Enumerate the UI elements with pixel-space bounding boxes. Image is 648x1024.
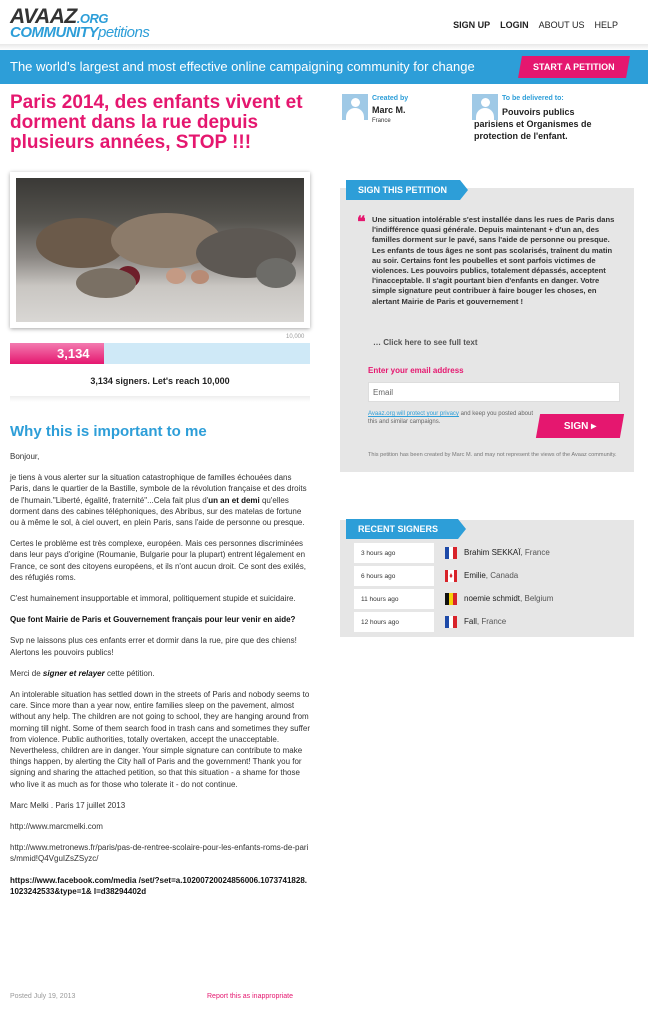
- body-paragraph: An intolerable situation has settled down in the streets of Paris and nobody seems to care. Since more than a year now, entire families sleep on the pavement, almost without any help. The children are not going to school, they are hanging around from morning till night. Some of them search food in trash cans and sometimes they suffer from violence. Public authorities, totally overtaken, accept the unacceptable. Nevertheless, children are in danger. Your simple signature can contribute to make things happen, by alerting the City hall of Paris and the government! Thank you for signing and sharing the attached petition, so that this situation - a shame for those who live it as much as for those who tolerate it - do not continue.: [10, 690, 310, 789]
- petition-disclaimer: This petition has been created by Marc M. and may not represent the views of the Avaaz community.: [368, 452, 617, 458]
- signer-name: Brahim SEKKAÏ, France: [464, 548, 550, 557]
- signer-time: 3 hours ago: [354, 543, 434, 563]
- canada-flag-icon: [445, 570, 457, 582]
- avaaz-logo[interactable]: [10, 6, 149, 40]
- signer-name: Fall, France: [464, 617, 507, 626]
- nav-login[interactable]: LOGIN: [500, 20, 529, 30]
- progress-goal-label: 10,000: [286, 334, 305, 340]
- france-flag-icon: [445, 547, 457, 559]
- top-nav: [453, 20, 618, 30]
- logo-community: COMMUNITY: [10, 24, 98, 41]
- creator-name[interactable]: Marc M.: [372, 105, 406, 115]
- body-paragraph: Que font Mairie de Paris et Gouvernement français pour leur venir en aide?: [10, 615, 296, 625]
- petition-summary: Une situation intolérable s'est installée dans les rues de Paris dans l'indifférence quasi générale. Depuis maintenant + d'un an, des familles dorment sur le pavé, sans l'aide de personne ou presque. Les enfants de tous âges ne sont pas scolarisés, traînent du matin au soir. Certains font les poubelles et sont parfois victimes de violences. Les pouvoirs publics, totalement dépassés, acceptent l'inacceptable. Il s'agit pourtant bien d'enfants en danger. Votre simple signature peut contribuer à faire bouger les choses, en alertant Mairie de Paris et gouvernement !: [372, 215, 615, 306]
- recent-signers-tab: RECENT SIGNERS: [346, 519, 458, 539]
- petition-title: Paris 2014, des enfants vivent et dorment dans la rue depuis plusieurs années, STOP !!!: [10, 92, 303, 153]
- email-label: Enter your email address: [368, 366, 464, 375]
- tagline-text: The world's largest and most effective online campaigning community for change: [10, 59, 475, 74]
- signers-goal-text: 3,134 signers. Let's reach 10,000: [90, 376, 230, 386]
- see-full-text-link[interactable]: … Click here to see full text: [373, 338, 478, 347]
- creator-label: Created by: [372, 95, 409, 102]
- petition-photo-frame: [10, 172, 310, 328]
- signer-row: [354, 566, 634, 588]
- signer-time: 11 hours ago: [354, 589, 434, 609]
- privacy-note: Avaaz.org will protect your privacy and keep you posted about this and similar campaigns.: [368, 411, 533, 425]
- email-input[interactable]: [368, 382, 620, 402]
- france-flag-icon: [445, 616, 457, 628]
- signer-time: 12 hours ago: [354, 612, 434, 632]
- nav-sign-up[interactable]: SIGN UP: [453, 20, 491, 30]
- start-petition-label: START A PETITION: [533, 62, 615, 72]
- privacy-link[interactable]: Avaaz.org will protect your privacy: [368, 411, 459, 417]
- signature-progress-bar: [10, 343, 310, 364]
- logo-petitions: petitions: [98, 24, 150, 41]
- top-bar: [0, 0, 648, 50]
- petition-body: [10, 451, 310, 907]
- nav-help[interactable]: HELP: [594, 20, 618, 30]
- signer-name: noemie schmidt, Belgium: [464, 594, 554, 603]
- start-petition-button[interactable]: [518, 56, 630, 78]
- body-paragraph: C'est humainement insupportable et immoral, politiquement stupide et suicidaire.: [10, 594, 296, 604]
- signer-time: 6 hours ago: [354, 566, 434, 586]
- belgium-flag-icon: [445, 593, 457, 605]
- quote-icon: ❝: [357, 212, 366, 231]
- creator-country: France: [372, 118, 391, 124]
- body-paragraph: Merci de signer et relayer cette pétition.: [10, 668, 155, 678]
- why-important-heading: Why this is important to me: [10, 423, 207, 440]
- logo-org: .ORG: [76, 11, 108, 26]
- signer-row: [354, 612, 634, 634]
- report-link[interactable]: Report this as inappropriate: [207, 993, 293, 1000]
- sign-button-label: SIGN ▸: [563, 420, 597, 432]
- signer-row: [354, 589, 634, 611]
- sign-button[interactable]: [536, 414, 624, 438]
- body-link[interactable]: http://www.marcmelki.com: [10, 822, 103, 832]
- body-paragraph: Certes le problème est très complexe, européen. Mais ces personnes discriminées dans leur pays d'origine (Roumanie, Bulgarie pour la plupart) entrent légalement en France, ce sont des citoyens européens, et ils n'ont aucun droit. Ce sont des exilés, des réfugiés roms.: [10, 539, 306, 582]
- tagline-banner: [0, 50, 648, 84]
- recipient-label: To be delivered to:: [502, 95, 564, 102]
- logo-wordmark: AVAAZ: [10, 5, 77, 28]
- body-paragraph: Marc Melki . Paris 17 juillet 2013: [10, 800, 126, 810]
- body-link[interactable]: http://www.metronews.fr/paris/pas-de-rentree-scolaire-pour-les-enfants-roms-de-paris/mmid!Q4VguIZsZSyzc/: [10, 843, 309, 864]
- progress-count: 3,134: [57, 346, 90, 361]
- creator-avatar: [342, 94, 368, 120]
- signer-name: Emilie, Canada: [464, 571, 519, 580]
- signer-row: [354, 543, 634, 565]
- body-paragraph: Bonjour,: [10, 452, 40, 461]
- recipient-name: Pouvoirs publics parisiens et Organismes de protection de l'enfant.: [474, 107, 592, 141]
- body-paragraph: je tiens à vous alerter sur la situation catastrophique de familles échouées dans Paris, dans le quartier de la Bastille, symbole de la révolution française et des droits de l'humain."Liberté, égalité, fraternité"...Cela fait plus d'un an et demi qu'elles dorment dans des cabines téléphoniques, des Abribus, sur des matelas de fortune ou à même le sol, à ciel ouvert, en plein Paris, sans l'aide de personne ou presque.: [10, 473, 307, 528]
- body-link[interactable]: https://www.facebook.com/media /set/?set=a.10200720024856006.1073741828.1023242533&type=1& l=d38294402d: [10, 875, 307, 896]
- body-paragraph: Svp ne laissons plus ces enfants errer et dormir dans la rue, pire que des chiens! Alertons les pouvoirs publics!: [10, 636, 297, 657]
- section-divider: [10, 396, 310, 402]
- posted-date: Posted July 19, 2013: [10, 993, 76, 1000]
- nav-about-us[interactable]: ABOUT US: [538, 20, 585, 30]
- sign-petition-tab: SIGN THIS PETITION: [346, 180, 460, 200]
- petition-photo: [16, 178, 304, 322]
